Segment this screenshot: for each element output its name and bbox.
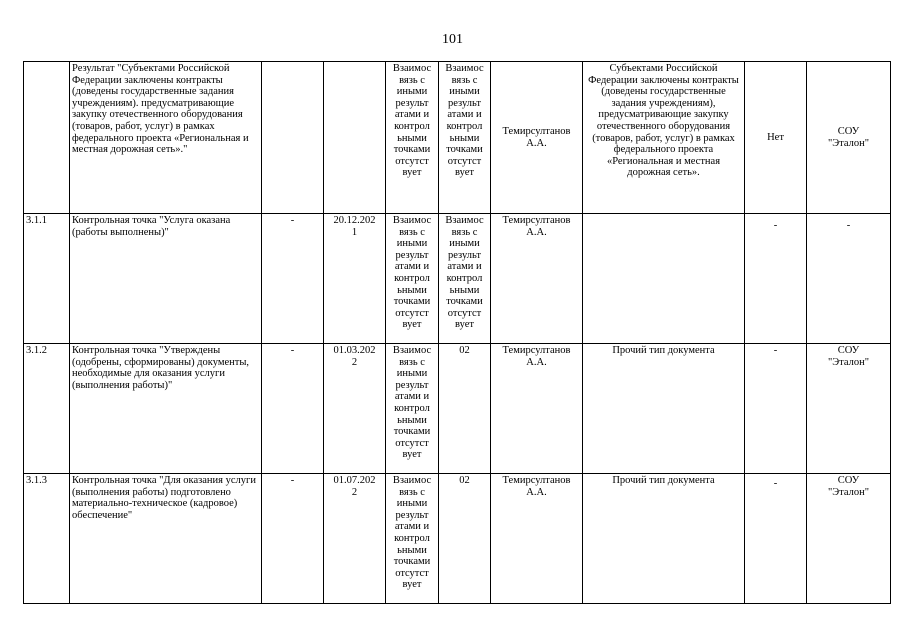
row-responsible: Темирсултанов А.А. — [491, 344, 583, 474]
row-name: Контрольная точка "Услуга оказана (работы выполнены)" — [70, 214, 262, 344]
row-number: 3.1.1 — [24, 214, 70, 344]
row-document: Субъектами Российской Федерации заключены контракты (доведены государственные задания учреждениям), предусматривающие закупку отечественного оборудования (товаров, работ, услуг) в рамках федерального проекта «Региональная и местная дорожная сеть». — [583, 62, 745, 214]
row-successor: Взаимос вязь с иными результ атами и контрол ьными точками отсутст вует — [439, 62, 491, 214]
plan-table — [23, 61, 891, 604]
row-end — [324, 62, 386, 214]
row-responsible: Темирсултанов А.А. — [491, 214, 583, 344]
table-row — [24, 62, 891, 214]
row-document: Прочий тип документа — [583, 474, 745, 604]
row-end: 01.07.202 2 — [324, 474, 386, 604]
row-name: Контрольная точка "Для оказания услуги (выполнения работы) подготовлено материально-техническое (кадровое) обеспечение" — [70, 474, 262, 604]
row-start: - — [262, 474, 324, 604]
row-end: 01.03.202 2 — [324, 344, 386, 474]
row-system: СОУ "Эталон" — [807, 62, 891, 214]
page-number: 101 — [442, 32, 463, 47]
table-row — [24, 344, 891, 474]
row-level: - — [745, 214, 807, 344]
row-predecessor: Взаимос вязь с иными результ атами и контрол ьными точками отсутст вует — [386, 214, 439, 344]
row-end: 20.12.202 1 — [324, 214, 386, 344]
row-number: 3.1.2 — [24, 344, 70, 474]
row-level: - — [745, 474, 807, 604]
row-successor: 02 — [439, 344, 491, 474]
table-row — [24, 214, 891, 344]
row-responsible: Темирсултанов А.А. — [491, 474, 583, 604]
row-number: 3.1.3 — [24, 474, 70, 604]
row-system: СОУ "Эталон" — [807, 344, 891, 474]
row-predecessor: Взаимос вязь с иными результ атами и контрол ьными точками отсутст вует — [386, 474, 439, 604]
row-document: Прочий тип документа — [583, 344, 745, 474]
row-predecessor: Взаимос вязь с иными результ атами и контрол ьными точками отсутст вует — [386, 62, 439, 214]
row-name: Результат "Субъектами Российской Федерации заключены контракты (доведены государственные задания учреждениям). предусматривающие закупку отечественного оборудования (товаров, работ, услуг) в рамках федерального проекта «Региональная и местная дорожная сеть»." — [70, 62, 262, 214]
row-level: - — [745, 344, 807, 474]
row-number — [24, 62, 70, 214]
row-start: - — [262, 344, 324, 474]
row-successor: 02 — [439, 474, 491, 604]
row-responsible: Темирсултанов А.А. — [491, 62, 583, 214]
row-level: Нет — [745, 62, 807, 214]
row-name: Контрольная точка "Утверждены (одобрены, сформированы) документы, необходимые для оказания услуги (выполнения работы)" — [70, 344, 262, 474]
row-system: - — [807, 214, 891, 344]
row-document — [583, 214, 745, 344]
row-successor: Взаимос вязь с иными результ атами и контрол ьными точками отсутст вует — [439, 214, 491, 344]
row-system: СОУ "Эталон" — [807, 474, 891, 604]
row-predecessor: Взаимос вязь с иными результ атами и контрол ьными точками отсутст вует — [386, 344, 439, 474]
row-start: - — [262, 214, 324, 344]
row-start — [262, 62, 324, 214]
table-row — [24, 474, 891, 604]
